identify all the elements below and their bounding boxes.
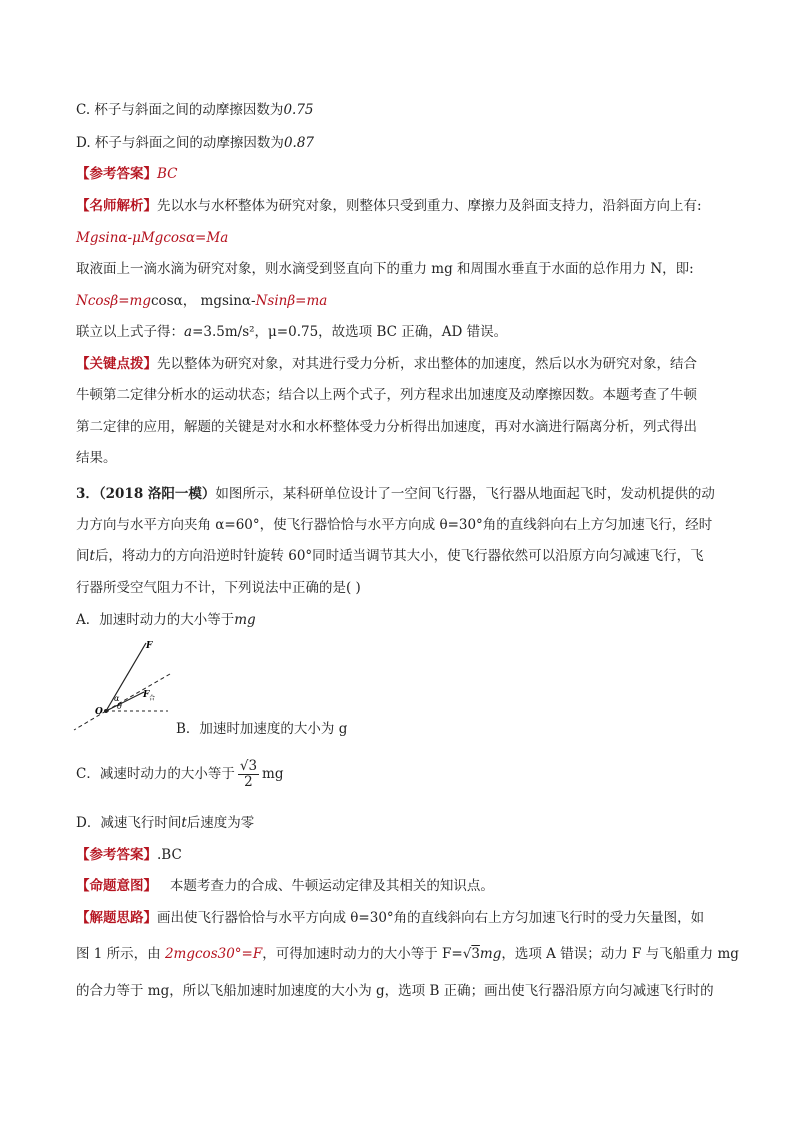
q3-answer [76,845,726,865]
q3-option-d [76,813,726,833]
force-diagram [70,634,180,734]
answer-value: .BC [157,847,182,863]
question-text: 行器所受空气阻力不计，下列说法中正确的是( ) [76,580,361,596]
label-f-net: F [143,690,150,700]
question-text: 间 [76,548,90,564]
keypoint-text: 先以整体为研究对象，对其进行受力分析，求出整体的加速度，然后以水为研究对象，结合 [157,356,697,372]
solution-text: ，可得加速时动力的大小等于 F= [262,946,463,962]
option-text: C. 杯子与斜面之间的动摩擦因数为 [76,102,284,118]
variable: t [181,815,187,831]
label-theta: θ [117,702,122,711]
prev-option-c [76,100,726,120]
sqrt-radicand: 3 [471,946,480,962]
q3-option-c [76,754,726,794]
solution-text: 图 1 所示，由 [76,946,165,962]
q3-solution-line1 [76,908,726,928]
option-value: mg [234,612,256,628]
question-text: 如图所示，某科研单位设计了一空间飞行器，飞行器从地面起飞时，发动机提供的动 [215,486,715,502]
prev-keypoint-line4 [76,448,726,468]
analysis-text: 联立以上式子得： [76,324,184,340]
option-text: A．加速时动力的大小等于 [76,612,235,628]
question-text: 力方向与水平方向夹角 α=60°，使飞行器恰恰与水平方向成 θ=30°角的直线斜向右上方匀加速飞行，经时 [76,517,713,533]
option-text: B．加速时加速度的大小为 g [176,721,348,737]
prev-analysis-eq2 [76,291,726,311]
equation: 2mgcos30°=F [164,946,263,962]
q3-option-b [176,719,576,739]
fraction [238,759,259,790]
prev-keypoint-line3 [76,417,726,437]
prev-analysis-line1 [76,196,726,216]
variable: t [89,548,95,564]
keypoint-text: 牛顿第二定律分析水的运动状态；结合以上两个式子，列方程求出加速度及动摩擦因数。本题考查了牛顿 [76,387,697,403]
equation: Nsinβ=ma [255,293,328,309]
origin-point [104,709,108,713]
option-value: 0.75 [283,102,314,118]
solution-text: ，选项 A 错误；动力 F 与飞船重力 mg [501,946,739,962]
q3-intent [76,876,726,896]
fraction-denominator: 2 [244,774,253,790]
prev-keypoint-line2 [76,385,726,405]
q3-solution-line3 [76,981,726,1001]
q3-line1 [76,484,726,504]
analysis-text: 取液面上一滴水滴为研究对象，则水滴受到竖直向下的重力 mg 和周围水垂直于水面的总作用力 N，即: [76,261,694,277]
sqrt-expression: √3 [462,946,480,962]
option-value: 0.87 [283,135,314,151]
variable: mg [479,946,502,962]
analysis-tag: 【名师解析】 [76,198,157,214]
label-f: F [146,641,153,651]
option-text: D．减速飞行时间 [76,815,182,831]
equation: mgsinα- [200,293,256,309]
intent-text: 本题考查力的合成、牛顿运动定律及其相关的知识点。 [169,878,494,894]
option-text: D. 杯子与斜面之间的动摩擦因数为 [76,135,284,151]
prev-keypoint-line1 [76,354,726,374]
prev-analysis-line2 [76,259,726,279]
solution-text: 画出使飞行器恰恰与水平方向成 θ=30°角的直线斜向右上方匀加速飞行时的受力矢量图，如 [157,910,705,926]
keypoint-text: 第二定律的应用，解题的关键是对水和水杯整体受力分析得出加速度，再对水滴进行隔离分析，列式得出 [76,419,697,435]
analysis-text: =3.5m/s²，μ=0.75，故选项 BC 正确，AD 错误。 [192,324,508,340]
label-alpha: α [114,694,120,703]
answer-tag: 【参考答案】 [76,847,157,863]
equation: cosα， [151,293,197,309]
option-text: 后速度为零 [186,815,255,831]
variable: a [184,324,193,340]
question-number: 3．（2018 洛阳一模） [76,486,216,502]
q3-line2 [76,515,726,535]
option-text: C．减速时动力的大小等于 [76,766,235,782]
intent-tag: 【命题意图】 [76,878,157,894]
q3-option-a [76,610,726,630]
fraction-numerator: √3 [239,758,258,774]
option-value: mg [262,766,284,782]
solution-tag: 【解题思路】 [76,910,157,926]
prev-answer [76,164,726,184]
prev-analysis-line3 [76,322,726,342]
q3-line3 [76,546,726,566]
q3-line4 [76,578,726,598]
q3-solution-line2 [76,944,739,964]
keypoint-text: 结果。 [76,450,117,466]
equation: Ncosβ=mg [76,293,151,309]
analysis-text: 先以水与水杯整体为研究对象，则整体只受到重力、摩擦力及斜面支持力，沿斜面方向上有: [157,198,702,214]
solution-text: 的合力等于 mg，所以飞船加速时加速度的大小为 g，选项 B 正确；画出使飞行器沿原方向匀减速飞行时的 [76,983,714,999]
answer-tag: 【参考答案】 [76,166,157,182]
answer-value: BC [157,166,178,182]
prev-option-d [76,133,726,153]
question-text: 后，将动力的方向沿逆时针旋转 60°同时适当调节其大小，使飞行器依然可以沿原方向匀减速飞行，飞 [94,548,704,564]
direction-line [106,674,170,711]
equation: Mgsinα-μMgcosα=Ma [76,230,229,246]
label-o: O [95,707,103,717]
keypoint-tag: 【关键点拨】 [76,356,157,372]
label-f-net-sub: 合 [149,695,156,702]
prev-analysis-eq1 [76,228,726,248]
